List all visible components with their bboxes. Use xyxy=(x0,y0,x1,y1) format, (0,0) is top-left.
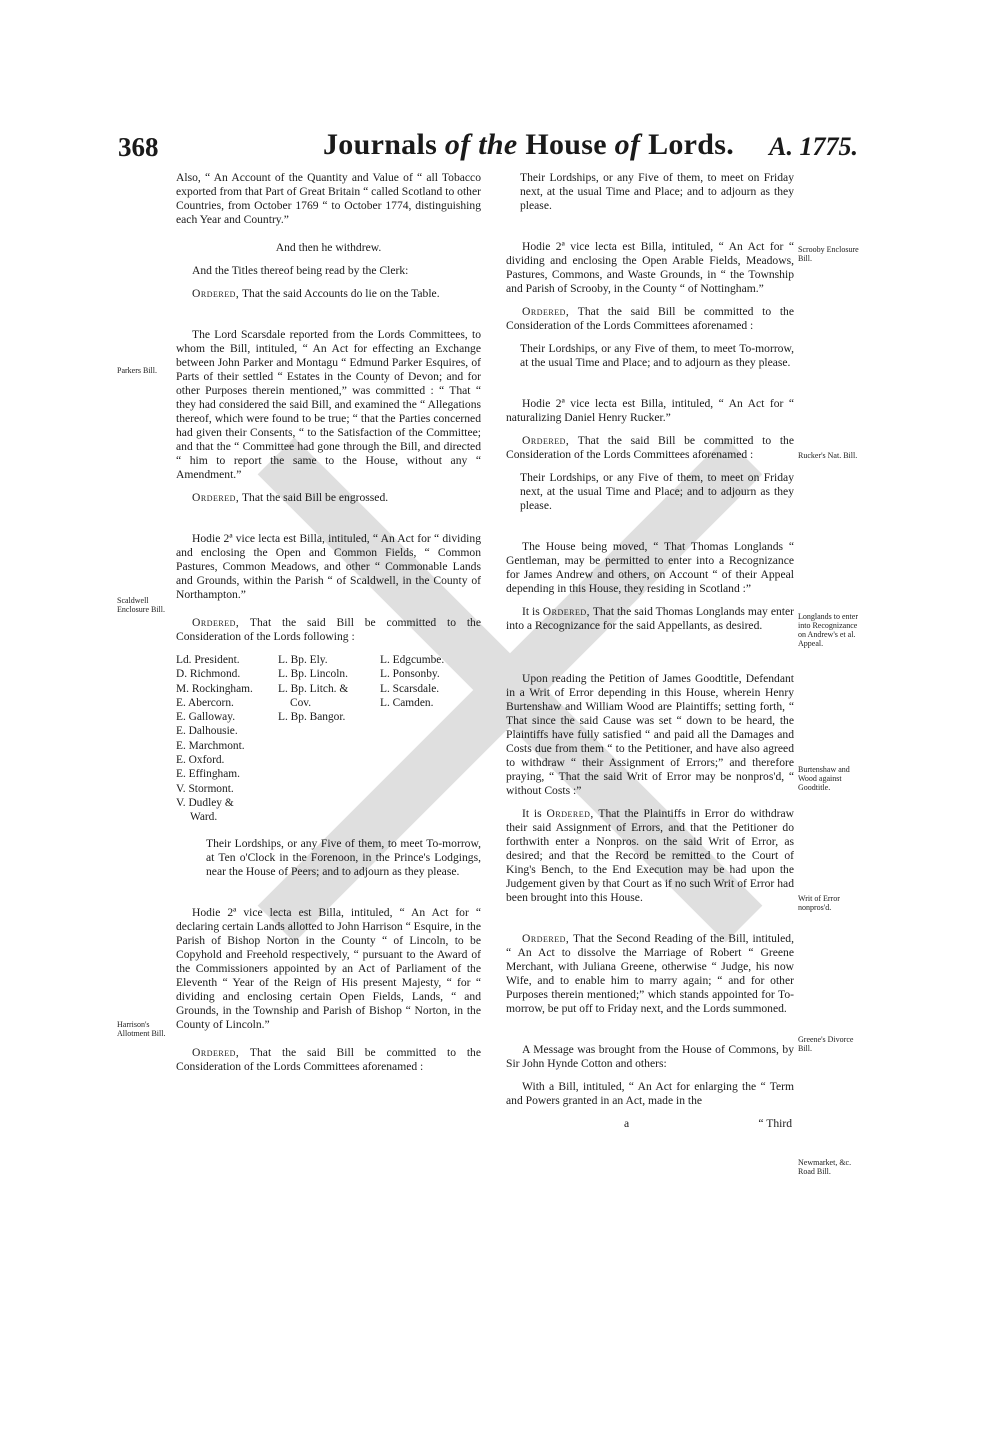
margin-note-longlands: Longlands to enter into Recognizance on Andrew's et al. Appeal. xyxy=(798,612,858,648)
ordered-paragraph: Ordered, That the Second Reading of the Bill, intituled, “ An Act to dissolve the Marriage of Robert “ Greene Merchant, with Juliana Greene, otherwise “ Judge, his now Wife, and to enable him to marry again; “ and for other Purposes therein mentioned;” which stands appointed for To-morrow, be put off to Friday next, and the Lords summoned. xyxy=(506,932,794,1015)
lord-name: D. Richmond. xyxy=(176,668,241,681)
lord-name: Ward. xyxy=(190,811,218,824)
lord-name: E. Dalhousie. xyxy=(176,725,238,738)
ordered-paragraph: Ordered, That the said Bill be committed to the Consideration of the Lords following : xyxy=(176,616,481,643)
paragraph: Upon reading the Petition of James Goodtitle, Defendant in a Writ of Error depending in this House, wherein Henry Burtenshaw and William Wood are Plaintiffs; setting forth, “ That since the said Cause was set “ down to be heard, the Plaintiffs have fully satisfied “ and paid all the Damages and Costs due from them “ to the Petitioner, and have also agreed to withdraw “ their Assignment of Errors;” and therefore praying, “ That the said Writ of Error may be nonpros'd, “ without Costs :” xyxy=(506,672,794,797)
lord-name: E. Galloway. xyxy=(176,711,236,724)
paragraph: Hodie 2ª vice lecta est Billa, intituled, “ An Act for “ naturalizing Daniel Henry Rucker.” xyxy=(506,397,794,424)
ordered-paragraph: It is Ordered, That the Plaintiffs in Error do withdraw their said Assignment of Errors, and that the Petitioner do forthwith enter a Nonpros. on the said Writ of Error, as desired; and that the Record be remitted to the Court of King's Bench, to the End Execution may be had upon the Judgement given by that Court as if no such Writ of Error had been brought into this House. xyxy=(506,807,794,904)
lord-name: L. Bp. Litch. & xyxy=(278,682,349,695)
catchword: “ Third xyxy=(758,1117,792,1130)
margin-note-greene: Greene's Divorce Bill. xyxy=(798,1035,854,1053)
margin-note-scaldwell: Scaldwell Enclosure Bill. xyxy=(117,596,165,614)
lords-list xyxy=(176,653,481,825)
left-column xyxy=(176,171,481,1083)
margin-note-rucker: Rucker's Nat. Bill. xyxy=(798,451,858,460)
lord-name: E. Marchmont. xyxy=(176,739,245,752)
paragraph: Their Lordships, or any Five of them, to meet To-morrow, at Ten o'Clock in the Forenoon, in the Prince's Lodgings, near the House of Peers; and to adjourn as they please. xyxy=(206,836,481,878)
page-header xyxy=(118,128,858,174)
lord-name: V. Dudley & xyxy=(176,796,234,809)
journal-title: Journals of the House of Lords. xyxy=(323,128,735,161)
page-number: 368 xyxy=(118,132,159,162)
paragraph: The Lord Scarsdale reported from the Lords Committees, to whom the Bill, intituled, “ An Act for effecting an Exchange between John Parker and Montagu “ Edmund Parker Esquires, of Parts of their settled “ Estates in the County of Devon; and for other Purposes therein mentioned,” was committed : “ That “ they had considered the said Bill, and examined the “ Allegations thereof, which were found to be true; “ that the Parties concerned had given their Consents, “ to the Satisfaction of the Committee; and that the “ Committee had gone through the Bill, and directed “ him to report the same to the House, without any “ Amendment.” xyxy=(176,328,481,481)
catchword-line xyxy=(506,1117,794,1131)
page-year: A. 1775. xyxy=(769,132,858,161)
paragraph: Also, “ An Account of the Quantity and Value of “ all Tobacco exported from that Part of Great Britain “ called Scotland to other Countries, from October 1769 “ to October 1774, distinguishing each Year and Country.” xyxy=(176,171,481,226)
lord-name: E. Abercorn. xyxy=(176,696,234,709)
margin-note-writ: Writ of Error nonpros'd. xyxy=(798,894,840,912)
ordered-paragraph: Ordered, That the said Accounts do lie on the Table. xyxy=(192,287,440,300)
signature-mark: a xyxy=(624,1117,630,1130)
paragraph: And then he withdrew. xyxy=(275,241,382,254)
lord-name: L. Bp. Bangor. xyxy=(278,711,346,724)
lord-name: L. Bp. Lincoln. xyxy=(278,668,348,681)
lord-name: E. Oxford. xyxy=(176,754,225,767)
paragraph: A Message was brought from the House of Commons, by Sir John Hynde Cotton and others: xyxy=(506,1043,794,1070)
lord-name: L. Camden. xyxy=(380,696,434,709)
ordered-paragraph: Ordered, That the said Bill be engrossed. xyxy=(192,491,389,504)
ordered-paragraph: Ordered, That the said Bill be committed to the Consideration of the Lords Committees aforenamed : xyxy=(506,305,794,332)
lord-name: L. Ponsonby. xyxy=(380,668,440,681)
paragraph: And the Titles thereof being read by the Clerk: xyxy=(192,264,409,277)
lord-name: M. Rockingham. xyxy=(176,682,253,695)
paragraph: Their Lordships, or any Five of them, to meet To-morrow, at the usual Time and Place; and to adjourn as they please. xyxy=(520,342,794,369)
lord-name: L. Bp. Ely. xyxy=(278,654,328,666)
paragraph: Their Lordships, or any Five of them, to meet on Friday next, at the usual Time and Place; and to adjourn as they please. xyxy=(520,171,794,212)
lord-name: E. Effingham. xyxy=(176,768,241,781)
margin-note-harrison: Harrison's Allotment Bill. xyxy=(117,1020,166,1038)
lord-name: Cov. xyxy=(290,696,312,709)
paragraph: Their Lordships, or any Five of them, to meet on Friday next, at the usual Time and Place; and to adjourn as they please. xyxy=(520,471,794,512)
paragraph: Hodie 2ª vice lecta est Billa, intituled, “ An Act for “ declaring certain Lands allotted to John Harrison “ Esquire, in the Parish of Bishop Norton in the County “ of Lincoln, to be Copyhold and Freehold respectively, “ pursuant to the Award of the Commissioners appointed by an Act of Parliament of the Eleventh “ Year of the Reign of His present Majesty, “ for “ dividing and enclosing certain Open Fields, Lands, “ and Grounds, in the Township and Parish of Bishop “ Norton, in the County of Lincoln.” xyxy=(176,905,481,1031)
paragraph: Hodie 2ª vice lecta est Billa, intituled, “ An Act for “ dividing and enclosing the Open and Common Fields, “ Common Pastures, Common Meadows, and other “ Commonable Lands and Grounds, within the Parish “ of Scaldwell, in the County of Northampton.” xyxy=(176,532,481,601)
margin-note-burtenshaw: Burtenshaw and Wood against Goodtitle. xyxy=(798,765,850,792)
ordered-paragraph: Ordered, That the said Bill be committed to the Consideration of the Lords Committees aforenamed : xyxy=(506,434,794,461)
margin-note-newmarket: Newmarket, &c. Road Bill. xyxy=(798,1158,852,1176)
ordered-paragraph: Ordered, That the said Bill be committed to the Consideration of the Lords Committees aforenamed : xyxy=(176,1045,481,1073)
lord-name: V. Stormont. xyxy=(176,782,234,795)
ordered-paragraph: It is Ordered, That the said Thomas Longlands may enter into a Recognizance for the said Appellants, as desired. xyxy=(506,605,794,632)
lord-name: L. Edgcumbe. xyxy=(380,654,445,666)
lord-name: Ld. President. xyxy=(176,654,240,666)
lord-name: L. Scarsdale. xyxy=(380,682,440,695)
margin-note-parkers: Parkers Bill. xyxy=(117,366,157,375)
paragraph: With a Bill, intituled, “ An Act for enlarging the “ Term and Powers granted in an Act, made in the xyxy=(506,1080,794,1107)
margin-note-scrooby: Scrooby Enclosure Bill. xyxy=(798,245,859,263)
right-column xyxy=(506,171,794,1131)
paragraph: The House being moved, “ That Thomas Longlands “ Gentleman, may be permitted to enter into a Recognizance for James Andrew and others, on Account “ of their Appeal depending in this House, they residing in Scotland :” xyxy=(506,540,794,595)
paragraph: Hodie 2ª vice lecta est Billa, intituled, “ An Act for “ dividing and enclosing the Open Arable Fields, Meadows, Pastures, Commons, and Waste Grounds, in “ the Township and Parish of Scrooby, in the County “ of Nottingham.” xyxy=(506,240,794,295)
